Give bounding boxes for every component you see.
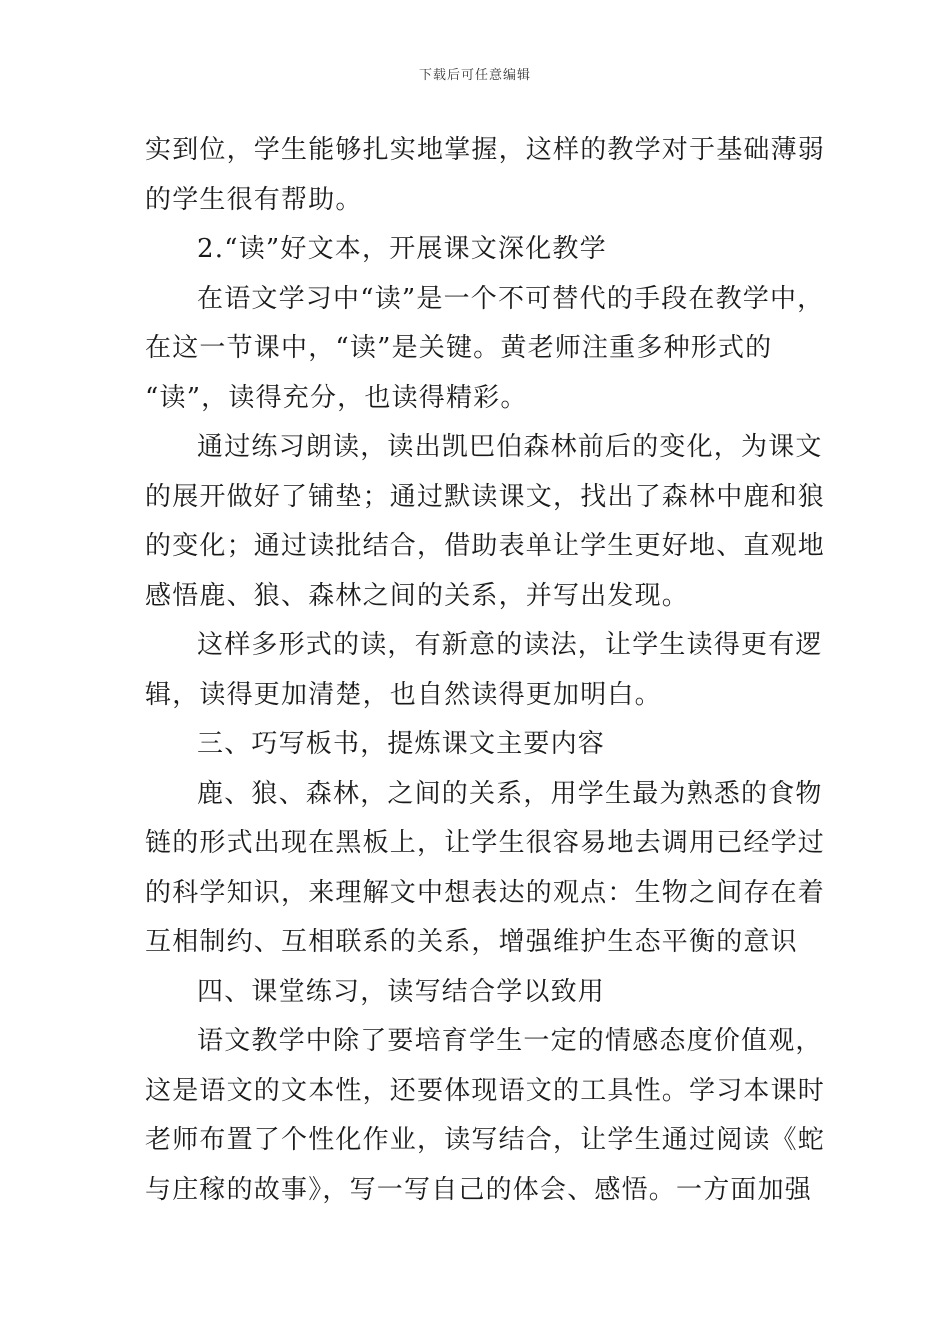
text-line: 四、课堂练习，读写结合学以致用 [197, 976, 606, 1007]
text-line: 三、巧写板书，提炼课文主要内容 [197, 729, 606, 759]
text-line: 2.“读”好文本，开展课文深化教学 [197, 234, 607, 264]
text-line: 的变化；通过读批结合，借助表单让学生更好地、直观地 [145, 531, 826, 561]
text-line: 在这一节课中，“读”是关键。黄老师注重多种形式的 [145, 333, 773, 363]
text-line: 链的形式出现在黑板上，让学生很容易地去调用已经学过 [145, 828, 826, 858]
text-line: 感悟鹿、狼、森林之间的关系，并写出发现。 [145, 580, 690, 611]
text-line: 辑，读得更加清楚，也自然读得更加明白。 [145, 679, 662, 710]
text-line: 互相制约、互相联系的关系，增强维护生态平衡的意识 [145, 927, 798, 957]
text-line: 与庄稼的故事》，写一写自己的体会、感悟。一方面加强 [145, 1174, 813, 1205]
text-line: 通过练习朗读，读出凯巴伯森林前后的变化，为课文 [197, 432, 823, 462]
text-line: 鹿、狼、森林，之间的关系，用学生最为熟悉的食物 [197, 778, 823, 809]
document-body [145, 126, 826, 1215]
text-line: 的学生很有帮助。 [145, 184, 363, 215]
text-line: 语文教学中除了要培育学生一定的情感态度价值观， [197, 1026, 823, 1056]
text-line: 在语文学习中“读”是一个不可替代的手段在教学中， [197, 283, 825, 314]
text-line: 的科学知识，来理解文中想表达的观点：生物之间存在着 [145, 877, 826, 908]
text-line: 这样多形式的读，有新意的读法，让学生读得更有逻 [197, 630, 823, 660]
text-line: 的展开做好了铺垫；通过默读课文，找出了森林中鹿和狼 [145, 481, 826, 512]
text-line: 老师布置了个性化作业，读写结合，让学生通过阅读《蛇 [145, 1125, 826, 1155]
text-line: 实到位，学生能够扎实地掌握，这样的教学对于基础薄弱 [145, 135, 826, 165]
page-header: 下载后可任意编辑 [418, 68, 531, 83]
text-line: 这是语文的文本性，还要体现语文的工具性。学习本课时 [145, 1075, 826, 1106]
text-line: “读”，读得充分，也读得精彩。 [145, 382, 528, 413]
